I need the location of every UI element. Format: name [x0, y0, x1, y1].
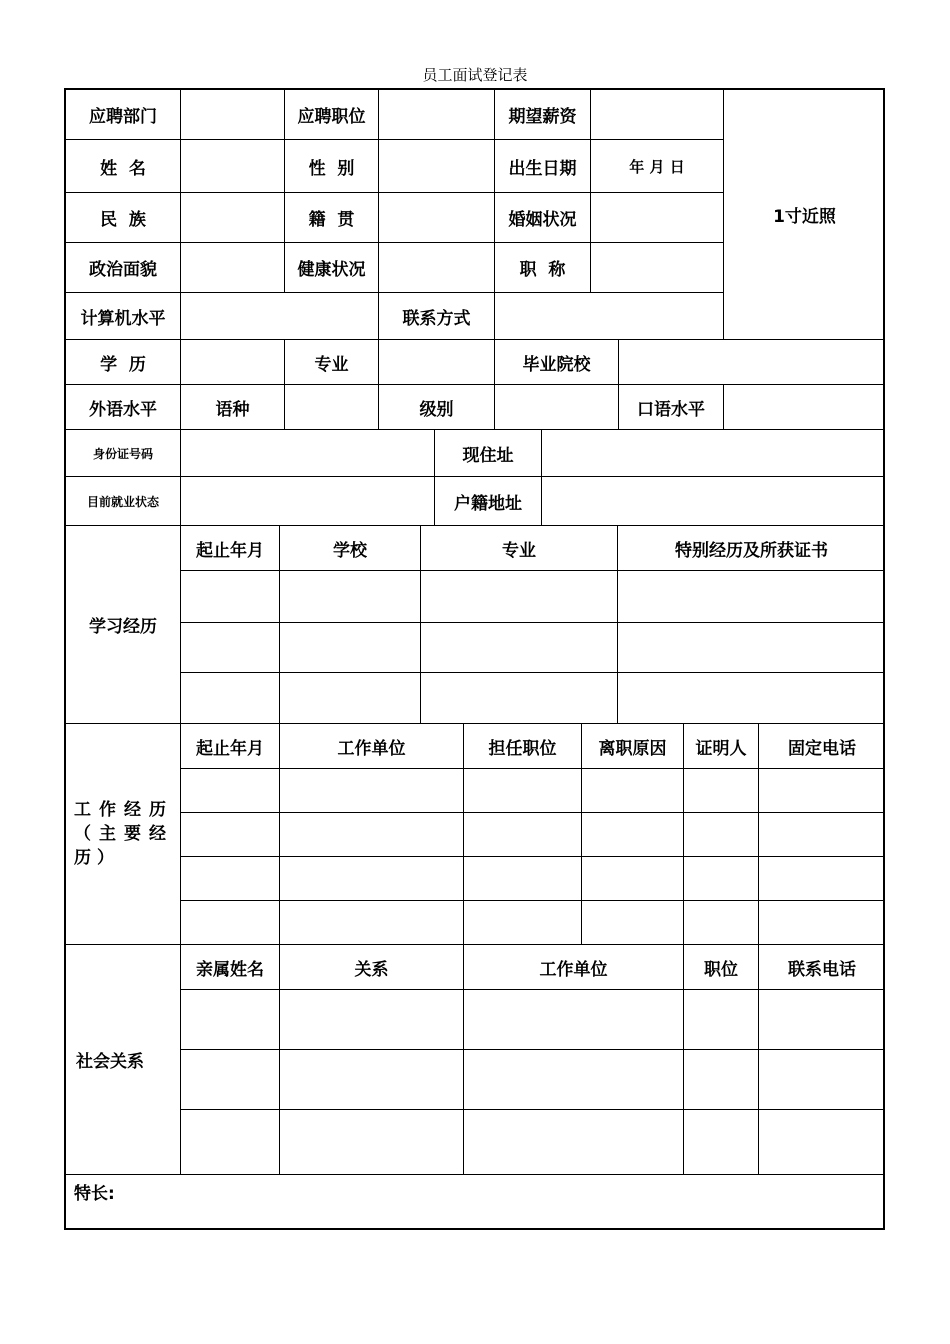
- work-header-period: 起止年月: [181, 724, 280, 769]
- salary-label: 期望薪资: [495, 90, 591, 140]
- address-label: 现住址: [435, 430, 542, 477]
- dept-label: 应聘部门: [66, 90, 181, 140]
- study-header-period: 起止年月: [181, 526, 280, 571]
- social-cell[interactable]: [464, 990, 684, 1050]
- work-header-reference: 证明人: [684, 724, 759, 769]
- social-header-relation: 关系: [280, 945, 464, 990]
- specialty-field[interactable]: 特长:: [74, 1184, 115, 1204]
- social-cell[interactable]: [759, 990, 885, 1050]
- study-cell[interactable]: [181, 571, 280, 623]
- work-header-position: 担任职位: [464, 724, 582, 769]
- work-cell[interactable]: [280, 813, 464, 857]
- work-cell[interactable]: [684, 901, 759, 945]
- oral-label: 口语水平: [619, 385, 724, 430]
- work-cell[interactable]: [181, 857, 280, 901]
- study-cell[interactable]: [181, 673, 280, 724]
- level-label: 级别: [379, 385, 495, 430]
- computer-level-label: 计算机水平: [66, 293, 181, 340]
- study-cell[interactable]: [421, 673, 618, 724]
- marital-field[interactable]: [591, 193, 724, 243]
- social-cell[interactable]: [464, 1050, 684, 1110]
- form-title: 员工面试登记表: [422, 66, 528, 84]
- ethnicity-label: 民 族: [66, 193, 181, 243]
- work-cell[interactable]: [181, 901, 280, 945]
- work-cell[interactable]: [464, 901, 582, 945]
- level-field[interactable]: [495, 385, 619, 430]
- work-cell[interactable]: [280, 901, 464, 945]
- health-field[interactable]: [379, 243, 495, 293]
- name-field[interactable]: [181, 140, 285, 193]
- work-header-leave-reason: 离职原因: [582, 724, 684, 769]
- work-header-phone: 固定电话: [759, 724, 885, 769]
- social-cell[interactable]: [759, 1110, 885, 1175]
- social-cell[interactable]: [464, 1110, 684, 1175]
- study-cell[interactable]: [421, 571, 618, 623]
- birth-field[interactable]: 年 月 日: [591, 140, 724, 193]
- work-cell[interactable]: [582, 769, 684, 813]
- social-cell[interactable]: [181, 990, 280, 1050]
- work-cell[interactable]: [280, 769, 464, 813]
- work-cell[interactable]: [464, 769, 582, 813]
- address-field[interactable]: [542, 430, 885, 477]
- political-label: 政治面貌: [66, 243, 181, 293]
- social-cell[interactable]: [759, 1050, 885, 1110]
- contact-field[interactable]: [495, 293, 724, 340]
- name-label: 姓 名: [66, 140, 181, 193]
- social-section-label: 社会关系: [66, 945, 181, 1175]
- work-cell[interactable]: [181, 769, 280, 813]
- social-header-position: 职位: [684, 945, 759, 990]
- gender-label: 性 别: [285, 140, 379, 193]
- native-place-label: 籍 贯: [285, 193, 379, 243]
- study-cell[interactable]: [421, 623, 618, 673]
- social-header-employer: 工作单位: [464, 945, 684, 990]
- social-cell[interactable]: [181, 1050, 280, 1110]
- study-cell[interactable]: [181, 623, 280, 673]
- work-cell[interactable]: [759, 857, 885, 901]
- job-title-label: 职 称: [495, 243, 591, 293]
- study-cell[interactable]: [618, 673, 885, 724]
- study-cell[interactable]: [280, 571, 421, 623]
- work-cell[interactable]: [684, 769, 759, 813]
- social-header-phone: 联系电话: [759, 945, 885, 990]
- study-cell[interactable]: [280, 673, 421, 724]
- study-header-school: 学校: [280, 526, 421, 571]
- social-cell[interactable]: [280, 990, 464, 1050]
- work-cell[interactable]: [280, 857, 464, 901]
- ethnicity-field[interactable]: [181, 193, 285, 243]
- dept-field[interactable]: [181, 90, 285, 140]
- work-cell[interactable]: [582, 901, 684, 945]
- computer-level-field[interactable]: [181, 293, 379, 340]
- work-cell[interactable]: [464, 857, 582, 901]
- study-section-label: 学习经历: [66, 526, 181, 724]
- employment-status-field[interactable]: [181, 477, 435, 526]
- work-cell[interactable]: [684, 813, 759, 857]
- language-label: 语种: [181, 385, 285, 430]
- health-label: 健康状况: [285, 243, 379, 293]
- native-place-field[interactable]: [379, 193, 495, 243]
- work-cell[interactable]: [464, 813, 582, 857]
- education-field[interactable]: [181, 340, 285, 385]
- political-field[interactable]: [181, 243, 285, 293]
- social-cell[interactable]: [280, 1050, 464, 1110]
- graduate-school-label: 毕业院校: [495, 340, 619, 385]
- work-cell[interactable]: [181, 813, 280, 857]
- id-number-field[interactable]: [181, 430, 435, 477]
- social-cell[interactable]: [181, 1110, 280, 1175]
- work-cell[interactable]: [684, 857, 759, 901]
- marital-label: 婚姻状况: [495, 193, 591, 243]
- gender-field[interactable]: [379, 140, 495, 193]
- foreign-language-label: 外语水平: [66, 385, 181, 430]
- social-header-name: 亲属姓名: [181, 945, 280, 990]
- study-cell[interactable]: [618, 571, 885, 623]
- birth-label: 出生日期: [495, 140, 591, 193]
- social-cell[interactable]: [684, 990, 759, 1050]
- social-cell[interactable]: [280, 1110, 464, 1175]
- study-header-major: 专业: [421, 526, 618, 571]
- household-field[interactable]: [542, 477, 885, 526]
- photo-box[interactable]: 1寸近照: [724, 90, 885, 340]
- employment-status-label: 目前就业状态: [66, 477, 181, 526]
- work-section-label: 工作经历（主要经历）: [66, 724, 181, 945]
- study-cell[interactable]: [280, 623, 421, 673]
- work-header-employer: 工作单位: [280, 724, 464, 769]
- social-cell[interactable]: [684, 1110, 759, 1175]
- contact-label: 联系方式: [379, 293, 495, 340]
- work-cell[interactable]: [759, 813, 885, 857]
- job-title-field[interactable]: [591, 243, 724, 293]
- position-field[interactable]: [379, 90, 495, 140]
- position-label: 应聘职位: [285, 90, 379, 140]
- household-label: 户籍地址: [435, 477, 542, 526]
- education-label: 学 历: [66, 340, 181, 385]
- social-cell[interactable]: [684, 1050, 759, 1110]
- registration-form: [64, 88, 885, 1230]
- work-cell[interactable]: [759, 901, 885, 945]
- salary-field[interactable]: [591, 90, 724, 140]
- work-cell[interactable]: [582, 813, 684, 857]
- work-cell[interactable]: [582, 857, 684, 901]
- study-header-certificates: 特别经历及所获证书: [618, 526, 885, 571]
- oral-field[interactable]: [724, 385, 885, 430]
- major-field[interactable]: [379, 340, 495, 385]
- study-cell[interactable]: [618, 623, 885, 673]
- id-number-label: 身份证号码: [66, 430, 181, 477]
- major-label: 专业: [285, 340, 379, 385]
- language-field[interactable]: [285, 385, 379, 430]
- work-cell[interactable]: [759, 769, 885, 813]
- graduate-school-field[interactable]: [619, 340, 885, 385]
